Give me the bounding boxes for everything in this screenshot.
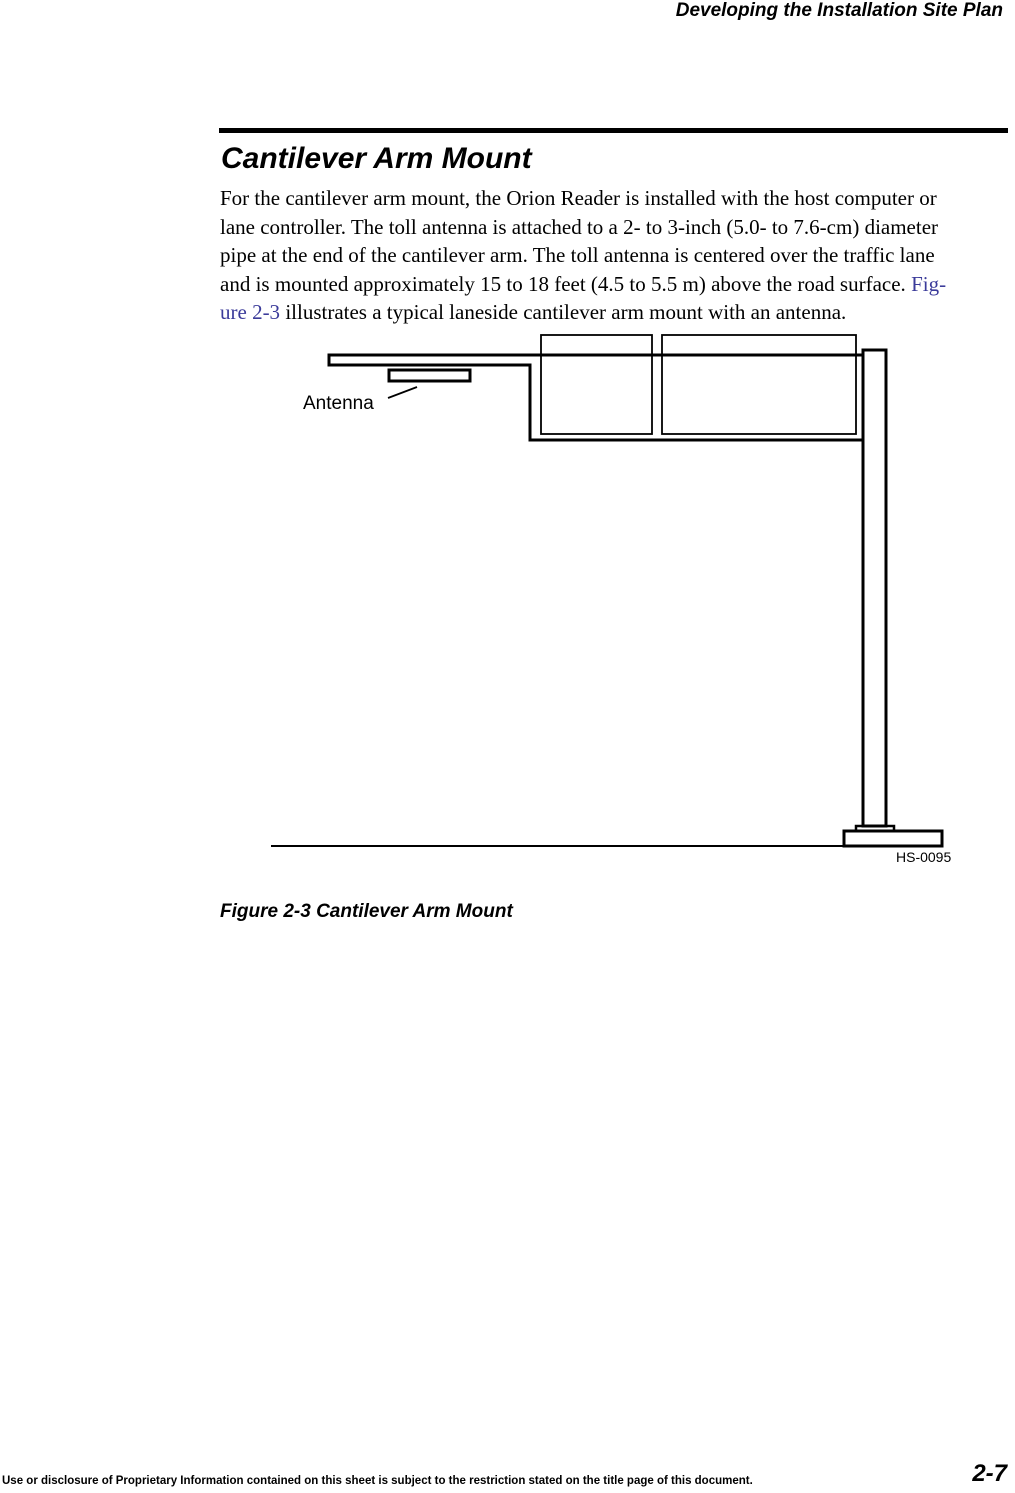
sign-panel-right bbox=[662, 335, 856, 434]
paragraph-line-text: illustrates a typical laneside cantilever arm mount with an antenna. bbox=[280, 300, 847, 324]
figure-caption: Figure 2-3 Cantilever Arm Mount bbox=[220, 901, 513, 922]
proprietary-notice: Use or disclosure of Proprietary Information contained on this sheet is subject to the restriction stated on the title page of this document. bbox=[2, 1475, 753, 1487]
paragraph-line: pipe at the end of the cantilever arm. The toll antenna is centered over the traffic lane bbox=[220, 243, 935, 267]
pole-footing bbox=[844, 831, 942, 846]
sign-panel-left bbox=[541, 335, 652, 434]
paragraph-line: lane controller. The toll antenna is attached to a 2- to 3-inch (5.0- to 7.6-cm) diameter bbox=[220, 214, 939, 239]
antenna-icon bbox=[389, 370, 470, 381]
antenna-leader-line bbox=[388, 387, 417, 398]
paragraph-line: For the cantilever arm mount, the Orion Reader is installed with the host computer or bbox=[220, 186, 937, 210]
figure-reference-link[interactable]: ure 2-3 bbox=[220, 300, 281, 324]
running-header: Developing the Installation Site Plan bbox=[675, 0, 1003, 21]
support-pole bbox=[863, 350, 886, 826]
paragraph-line-text: and is mounted approximately 15 to 18 feet (4.5 to 5.5 m) above the road surface. bbox=[220, 271, 912, 296]
drawing-id-label: HS-0095 bbox=[896, 849, 952, 865]
page-number: 2-7 bbox=[972, 1460, 1007, 1487]
cantilever-arm bbox=[329, 355, 863, 440]
section-title: Cantilever Arm Mount bbox=[221, 142, 532, 175]
antenna-label: Antenna bbox=[303, 393, 374, 414]
figure-reference-link[interactable]: Fig- bbox=[911, 271, 947, 296]
